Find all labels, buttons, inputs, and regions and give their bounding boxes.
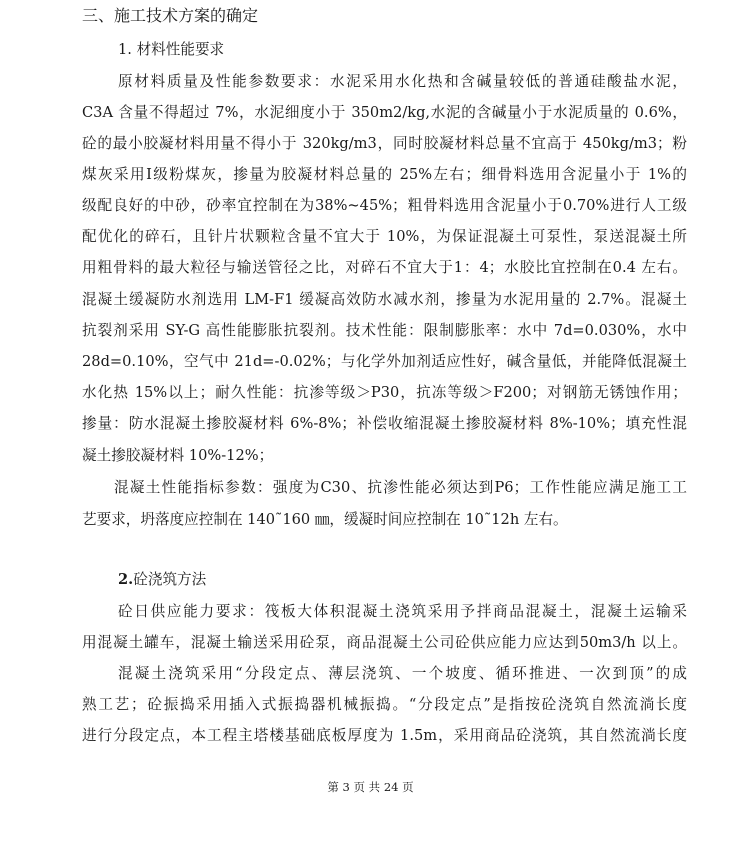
paragraph-line: 用混凝土罐车，混凝土输送采用砼泵，商品混凝土公司砼供应能力应达到50m3/h 以上。 xyxy=(82,634,687,651)
paragraph-line: 级配良好的中砂，砂率宜控制在为38%~45%；粗骨料选用含泥量小于0.70%进行人工级 xyxy=(82,197,687,214)
paragraph-line: 抗裂剂采用 SY-G 高性能膨胀抗裂剂。技术性能：限制膨胀率：水中 7d=0.030%，水中 xyxy=(82,322,687,339)
paragraph-line: 28d=0.10%，空气中 21d=-0.02%；与化学外加剂适应性好，碱含量低，并能降低混凝土 xyxy=(82,353,687,370)
paragraph-line: 用粗骨料的最大粒径与输送管径之比，对碎石不宜大于1：4；水胶比宜控制在0.4 左右。 xyxy=(82,259,687,276)
subsection-1-title: 1. 材料性能要求 xyxy=(118,41,225,58)
paragraph-line: 进行分段定点，本工程主塔楼基础底板厚度为 1.5m，采用商品砼浇筑，其自然流淌长度 xyxy=(82,727,687,744)
paragraph-line: 凝土掺胶凝材料 10%-12%； xyxy=(82,447,274,464)
paragraph-line: 混凝土性能指标参数：强度为C30、抗渗性能必须达到P6；工作性能应满足施工工 xyxy=(114,479,687,496)
subsection-2-text: 砼浇筑方法 xyxy=(133,571,207,588)
subsection-2-number: 2. xyxy=(118,571,134,588)
paragraph-line: 熟工艺；砼振捣采用插入式振捣器机械振捣。“分段定点”是指按砼浇筑自然流淌长度 xyxy=(82,696,687,713)
paragraph-line: 原材料质量及性能参数要求：水泥采用水化热和含碱量较低的普通硅酸盐水泥， xyxy=(118,73,687,90)
paragraph-line: 配优化的碎石，且针片状颗粒含量不宜大于 10%，为保证混凝土可泵性，泵送混凝土所 xyxy=(82,228,687,245)
paragraph-line: 掺量：防水混凝土掺胶凝材料 6%-8%；补偿收缩混凝土掺胶凝材料 8%-10%；填充性混 xyxy=(82,415,687,432)
section-heading: 三、施工技术方案的确定 xyxy=(82,6,259,25)
paragraph-line: C3A 含量不得超过 7%，水泥细度小于 350m2/kg,水泥的含碱量小于水泥质量的 0.6%， xyxy=(82,104,687,121)
paragraph-line: 艺要求，坍落度应控制在 140˜160 ㎜，缓凝时间应控制在 10˜12h 左右。 xyxy=(82,511,568,528)
paragraph-line: 砼日供应能力要求：筏板大体积混凝土浇筑采用予拌商品混凝土，混凝土运输采 xyxy=(118,603,687,620)
paragraph-line: 混凝土缓凝防水剂选用 LM-F1 缓凝高效防水减水剂，掺量为水泥用量的 2.7%。混凝土 xyxy=(82,291,687,308)
paragraph-line: 水化热 15%以上；耐久性能：抗渗等级＞P30，抗冻等级＞F200；对钢筋无锈蚀作用； xyxy=(82,384,687,401)
paragraph-line: 砼的最小胶凝材料用量不得小于 320kg/m3，同时胶凝材料总量不宜高于 450kg/m3；粉 xyxy=(82,135,687,152)
paragraph-line: 煤灰采用Ⅰ级粉煤灰，掺量为胶凝材料总量的 25%左右；细骨料选用含泥量小于 1%的 xyxy=(82,166,687,183)
page-footer: 第 3 页 共 24 页 xyxy=(327,780,414,794)
subsection-2-title xyxy=(118,570,206,590)
paragraph-line: 混凝土浇筑采用“分段定点、薄层浇筑、一个坡度、循环推进、一次到顶”的成 xyxy=(118,665,687,682)
